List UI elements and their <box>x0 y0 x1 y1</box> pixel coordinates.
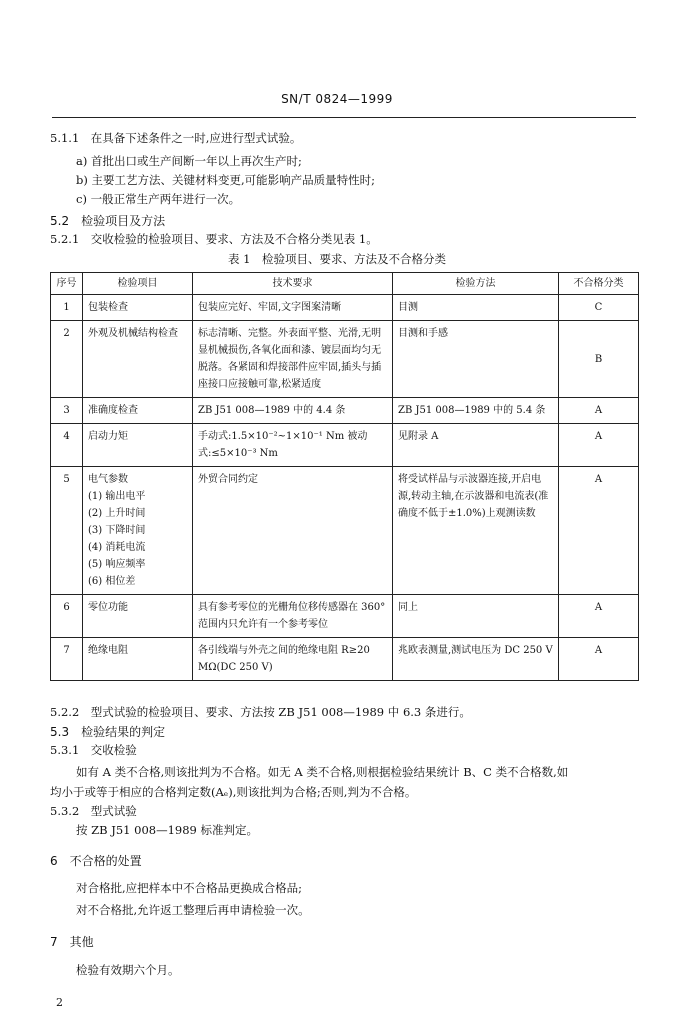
row-class: A <box>559 398 639 424</box>
section-6-line-1: 对合格批,应把样本中不合格品更换成合格品; <box>76 881 303 895</box>
row-item-title: 电气参数 <box>88 474 128 485</box>
col-header-no: 序号 <box>51 273 83 295</box>
row-item: 外观及机械结构检查 <box>83 321 193 398</box>
row-no: 5 <box>51 467 83 595</box>
row-item: 零位功能 <box>83 595 193 638</box>
table-row <box>51 595 639 638</box>
row-subitem: (4) 消耗电流 <box>88 542 146 553</box>
row-method: 同上 <box>393 595 559 638</box>
table-row <box>51 398 639 424</box>
row-subitem: (6) 相位差 <box>88 576 136 587</box>
clause-5-3-1-line-1: 如有 A 类不合格,则该批判为不合格。如无 A 类不合格,则根据检验结果统计 B、C 类不合格数,如 <box>76 765 569 779</box>
row-method: 将受试样品与示波器连接,开启电源,转动主轴,在示波器和电流表(准确度不低于±1.0%)上观测读数 <box>393 467 559 595</box>
table-header-row <box>51 273 639 295</box>
col-header-requirement: 技术要求 <box>193 273 393 295</box>
row-no: 4 <box>51 424 83 467</box>
row-no: 7 <box>51 638 83 681</box>
section-7-text: 检验有效期六个月。 <box>76 963 180 977</box>
heading-7: 7 其他 <box>50 935 94 949</box>
row-item: 准确度检查 <box>83 398 193 424</box>
header-rule <box>52 117 636 118</box>
row-requirement: 具有参考零位的光栅角位移传感器在 360°范围内只允许有一个参考零位 <box>193 595 393 638</box>
clause-5-3-1-line-2: 均小于或等于相应的合格判定数(Aₑ),则该批判为合格;否则,判为不合格。 <box>50 785 417 799</box>
row-subitem: (2) 上升时间 <box>88 508 146 519</box>
section-6-line-2: 对不合格批,允许返工整理后再申请检验一次。 <box>76 903 310 917</box>
table-row <box>51 638 639 681</box>
col-header-class: 不合格分类 <box>559 273 639 295</box>
row-requirement: 标志清晰、完整。外表面平整、光滑,无明显机械损伤,各氧化面和漆、镀层面均匀无脱落。各紧固和焊接部件应牢固,插头与插座接口应接触可靠,松紧适度 <box>193 321 393 398</box>
col-header-method: 检验方法 <box>393 273 559 295</box>
row-subitem: (1) 输出电平 <box>88 491 146 502</box>
heading-6: 6 不合格的处置 <box>50 854 142 868</box>
inspection-table <box>50 272 639 681</box>
row-requirement: 包装应完好、牢固,文字图案清晰 <box>193 295 393 321</box>
row-item: 绝缘电阻 <box>83 638 193 681</box>
col-header-item: 检验项目 <box>83 273 193 295</box>
table-row <box>51 295 639 321</box>
table-row <box>51 321 639 398</box>
clause-5-1-1-item-a: a) 首批出口或生产间断一年以上再次生产时; <box>76 154 302 168</box>
row-method: ZB J51 008—1989 中的 5.4 条 <box>393 398 559 424</box>
row-requirement: 各引线端与外壳之间的绝缘电阻 R≥20 MΩ(DC 250 V) <box>193 638 393 681</box>
row-method: 见附录 A <box>393 424 559 467</box>
heading-5-3: 5.3 检验结果的判定 <box>50 725 166 739</box>
row-method: 目测和手感 <box>393 321 559 398</box>
row-requirement: ZB J51 008—1989 中的 4.4 条 <box>193 398 393 424</box>
row-no: 3 <box>51 398 83 424</box>
clause-5-3-2-text: 按 ZB J51 008—1989 标准判定。 <box>76 823 259 837</box>
row-requirement: 手动式:1.5×10⁻²~1×10⁻¹ Nm 被动式:≤5×10⁻³ Nm <box>193 424 393 467</box>
clause-5-2-2: 5.2.2 型式试验的检验项目、要求、方法按 ZB J51 008—1989 中 6.3 条进行。 <box>50 705 471 719</box>
clause-5-1-1-item-c: c) 一般正常生产两年进行一次。 <box>76 192 241 206</box>
row-no: 1 <box>51 295 83 321</box>
table-row <box>51 467 639 595</box>
clause-5-1-1: 5.1.1 在具备下述条件之一时,应进行型式试验。 <box>50 131 302 145</box>
row-subitem: (3) 下降时间 <box>88 525 146 536</box>
row-class: A <box>559 424 639 467</box>
row-item <box>83 467 193 595</box>
row-class: A <box>559 595 639 638</box>
table-caption: 表 1 检验项目、要求、方法及不合格分类 <box>228 252 446 266</box>
row-method: 目测 <box>393 295 559 321</box>
row-requirement: 外贸合同约定 <box>193 467 393 595</box>
standard-number: SN/T 0824—1999 <box>281 92 393 106</box>
clause-5-2-1: 5.2.1 交收检验的检验项目、要求、方法及不合格分类见表 1。 <box>50 232 378 246</box>
heading-5-2: 5.2 检验项目及方法 <box>50 214 166 228</box>
row-no: 6 <box>51 595 83 638</box>
heading-5-3-2: 5.3.2 型式试验 <box>50 804 137 818</box>
row-method: 兆欧表测量,测试电压为 DC 250 V <box>393 638 559 681</box>
row-class: A <box>559 467 639 595</box>
table-row <box>51 424 639 467</box>
row-item: 包装检查 <box>83 295 193 321</box>
row-subitem: (5) 响应频率 <box>88 559 146 570</box>
row-item: 启动力矩 <box>83 424 193 467</box>
row-class: A <box>559 638 639 681</box>
row-class: B <box>559 321 639 398</box>
row-class: C <box>559 295 639 321</box>
heading-5-3-1: 5.3.1 交收检验 <box>50 743 137 757</box>
clause-5-1-1-item-b: b) 主要工艺方法、关键材料变更,可能影响产品质量特性时; <box>76 173 376 187</box>
page-number: 2 <box>56 996 63 1009</box>
row-no: 2 <box>51 321 83 398</box>
